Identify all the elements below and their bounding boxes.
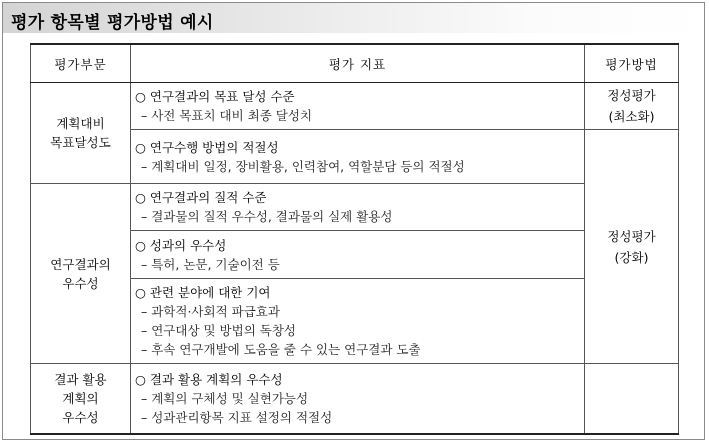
title-bar xyxy=(3,3,704,33)
indicator-heading: ○ 연구수행 방법의 적절성 xyxy=(135,139,279,155)
table-row xyxy=(31,83,679,130)
header-method: 평가방법 xyxy=(585,44,679,83)
indicator-detail: – 계획대비 일정, 장비활용, 인력참여, 역할분담 등의 적절성 xyxy=(141,158,465,174)
indicator-detail: – 결과물의 질적 우수성, 결과물의 실제 활용성 xyxy=(141,209,393,224)
category-cell xyxy=(31,83,131,184)
table-row xyxy=(31,364,679,434)
indicator-detail: – 사전 목표치 대비 최종 달성치 xyxy=(141,108,313,123)
category-line: 계획의 xyxy=(62,390,99,406)
table-header-row xyxy=(31,44,679,83)
category-line: 계획대비 xyxy=(56,116,105,131)
evaluation-table xyxy=(30,43,679,435)
indicator-detail: – 특허, 논문, 기술이전 등 xyxy=(141,256,280,272)
category-cell xyxy=(31,184,131,364)
indicator-cell xyxy=(131,184,585,231)
indicator-detail: – 계획의 구체성 및 실현가능성 xyxy=(141,390,309,406)
header-category: 평가부문 xyxy=(31,44,131,83)
indicator-cell xyxy=(131,130,585,184)
category-line: 목표달성도 xyxy=(50,135,111,150)
category-line: 연구결과의 xyxy=(50,256,111,272)
header-indicator: 평가 지표 xyxy=(131,44,585,83)
indicator-heading: ○ 관련 분야에 대한 기여 xyxy=(135,285,271,300)
category-line: 우수성 xyxy=(62,275,99,291)
indicator-cell xyxy=(131,364,585,434)
indicator-detail: – 과학적·사회적 파급효과 xyxy=(141,304,280,319)
indicator-cell xyxy=(131,83,585,130)
indicator-detail: – 후속 연구개발에 도움을 줄 수 있는 연구결과 도출 xyxy=(141,342,421,357)
method-line: (강화) xyxy=(614,249,649,265)
method-cell-empty xyxy=(585,364,679,434)
method-line: (최소화) xyxy=(608,109,655,124)
indicator-heading: ○ 결과 활용 계획의 우수성 xyxy=(135,371,283,387)
method-cell xyxy=(585,83,679,130)
indicator-detail: – 연구대상 및 방법의 독창성 xyxy=(141,323,296,338)
indicator-heading: ○ 성과의 우수성 xyxy=(135,237,227,253)
indicator-detail: – 성과관리항목 지표 설정의 적절성 xyxy=(141,409,333,425)
method-cell xyxy=(585,130,679,364)
table-row xyxy=(31,184,679,231)
category-line: 우수성 xyxy=(62,409,99,425)
category-cell xyxy=(31,364,131,434)
method-line: 정성평가 xyxy=(607,88,656,103)
method-line: 정성평가 xyxy=(607,228,656,244)
indicator-heading: ○ 연구결과의 목표 달성 수준 xyxy=(135,89,295,104)
category-line: 결과 활용 xyxy=(54,371,107,387)
indicator-cell xyxy=(131,231,585,279)
indicator-cell xyxy=(131,279,585,364)
indicator-heading: ○ 연구결과의 질적 수준 xyxy=(135,190,267,205)
page-title: 평가 항목별 평가방법 예시 xyxy=(11,13,214,33)
